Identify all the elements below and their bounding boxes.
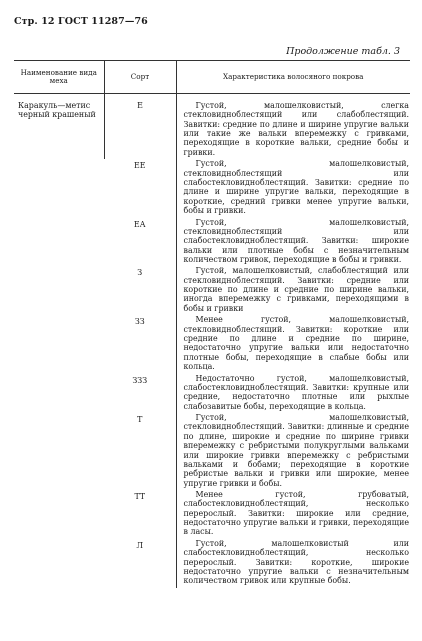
grade-cell: Л (136, 540, 144, 550)
description-cell (176, 315, 410, 373)
description-text: Густой, малошелковистый, стекловидноблестящий. Завитки: длинные и средние по длине, широкие и средние по ширине гривки вперемежку с ребристыми полукруглыми вальками или широкие гривки вперемежку с ребристыми вальками и бобами; переходящие в короткие ребристые вальки и гривки или широкие, менее упругие гривки и бобы. (183, 413, 409, 488)
description-cell (176, 218, 410, 267)
column-header-characteristics: Характеристика волосяного покрова (176, 61, 410, 94)
description-cell (176, 539, 410, 588)
description-cell (176, 266, 410, 315)
table-header-row (14, 61, 410, 94)
column-header-grade: Сорт (104, 61, 176, 94)
description-cell (176, 490, 410, 539)
description-text: Менее густой, грубоватый, слабостекловидноблестящий, несколько перерослый. Завитки: широкие или средние, недостаточно упругие вальки и гривки, переходящие в ласы. (183, 490, 409, 537)
description-cell (176, 94, 410, 160)
grade-cell: ЗЗЗ (132, 375, 148, 385)
description-text: Густой, малошелковистый, стекловидноблестящий или слабостекловидноблестящий. Завитки: средние по длине и ширине упругие вальки, переходящие в короткие, средний гривки менее упругие вальки, бобы и гривки. (183, 159, 409, 215)
grade-cell: ЕЕ (133, 161, 146, 171)
description-cell (176, 374, 410, 414)
description-cell (176, 413, 410, 490)
description-text: Густой, малошелковистый, слегка стекловидноблестящий или слабоблестящий. Завитки: средние по длине и ширине упругие вальки или такие же вальки вперемежку с гривками, переходящие в короткие вальки, средние бобы и гривки. (183, 101, 409, 157)
grade-cell: ЕА (133, 219, 146, 229)
table-continuation-label: Продолжение табл. 3 (286, 46, 400, 57)
fur-characteristics-table (14, 60, 410, 588)
description-text: Густой, малошелковистый или слабостекловидноблестящий, несколько перерослый. Завитки: короткие, широкие недостаточно упругие вальки с незначительным количеством гривок или крупные бобы. (183, 538, 409, 586)
grade-cell: ТТ (134, 492, 146, 502)
grade-cell: Т (137, 415, 143, 425)
fur-type-name: Каракуль—метис черный крашеный (18, 101, 96, 120)
grade-cell: З (137, 268, 143, 278)
column-header-fur-type: Наименование вида меха (14, 61, 104, 94)
page-header: Стр. 12 ГОСТ 11287—76 (14, 16, 148, 27)
description-text: Густой, малошелковистый, стекловидноблестящий или слабостекловидноблестящий. Завитки: широкие вальки или плотные бобы с незначительным количеством гривок, переходящие в бобы и гривки. (183, 217, 409, 264)
description-text: Недостаточно густой, малошелковистый, слабостекловидноблестящий. Завитки: крупные или средние, недостаточно плотные или рыхлые слабозавитые бобы, переходящие в кольца. (183, 373, 409, 411)
description-text: Менее густой, малошелковистый, стекловидноблестящий. Завитки: короткие или средние по длине и средние по ширине, недостаточно упругие вальки или недостаточно плотные бобы, переходящие в слабые бобы или кольца. (183, 315, 409, 372)
description-cell (176, 159, 410, 217)
grade-cell: Е (104, 94, 176, 160)
description-text: Густой, малошелковистый, слабоблестящий или стекловидноблестящий. Завитки: средние или короткие по длине и средние по ширине вальки, иногда вперемежку с гривками, переходящими в бобы и гривки (183, 266, 409, 313)
grade-cell: ЗЗ (134, 317, 145, 327)
table-row (14, 94, 410, 160)
